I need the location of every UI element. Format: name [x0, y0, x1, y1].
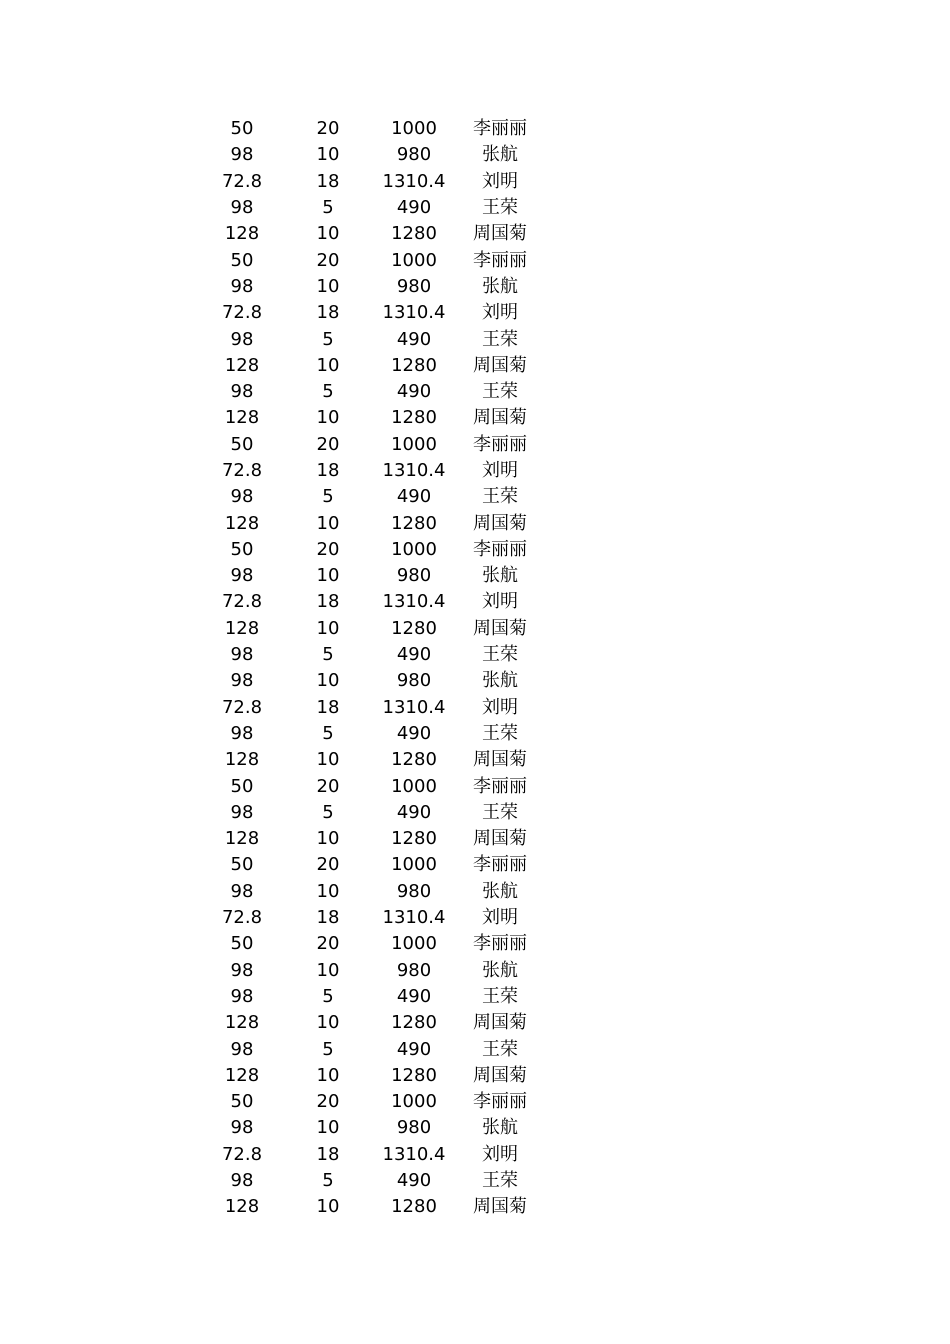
price-cell: 98 [230, 275, 254, 297]
table-row [199, 1168, 543, 1194]
amount-cell: 1280 [391, 749, 437, 771]
name-cell: 李丽丽 [473, 1091, 527, 1113]
table-row [199, 984, 543, 1010]
price-cell: 98 [230, 985, 254, 1007]
price-cell: 98 [230, 670, 254, 692]
quantity-cell: 10 [316, 670, 340, 692]
amount-cell: 490 [396, 644, 432, 666]
name-cell: 张航 [482, 670, 518, 692]
name-cell: 周国菊 [473, 407, 527, 429]
quantity-cell: 5 [322, 1038, 334, 1060]
name-cell: 周国菊 [473, 828, 527, 850]
price-cell: 72.8 [221, 460, 263, 481]
name-cell: 王荣 [482, 328, 518, 350]
table-row [199, 353, 543, 379]
quantity-cell: 5 [322, 197, 334, 219]
amount-cell: 980 [396, 1117, 432, 1139]
price-cell: 50 [230, 933, 254, 955]
name-cell: 周国菊 [473, 1064, 527, 1086]
amount-cell: 1310.4 [382, 696, 446, 718]
quantity-cell: 10 [316, 354, 340, 376]
amount-cell: 1000 [391, 433, 437, 455]
table-row [199, 116, 543, 142]
table-row [199, 326, 543, 352]
price-cell: 98 [230, 486, 254, 508]
name-cell: 刘明 [482, 170, 518, 192]
table-row [199, 1010, 543, 1036]
quantity-cell: 18 [316, 170, 340, 192]
quantity-cell: 5 [322, 328, 334, 350]
price-cell: 50 [230, 538, 254, 560]
name-cell: 李丽丽 [473, 933, 527, 955]
amount-cell: 1280 [391, 1064, 437, 1086]
quantity-cell: 5 [322, 722, 334, 744]
quantity-cell: 20 [316, 775, 340, 797]
amount-cell: 490 [396, 722, 432, 744]
quantity-cell: 5 [322, 801, 334, 823]
data-table [199, 116, 543, 1220]
table-row [199, 879, 543, 905]
table-row [199, 826, 543, 852]
quantity-cell: 10 [316, 144, 340, 166]
price-cell: 72.8 [221, 591, 263, 613]
name-cell: 李丽丽 [473, 433, 527, 455]
price-cell: 72.8 [221, 302, 263, 324]
price-cell: 98 [230, 565, 254, 587]
amount-cell: 1000 [391, 854, 437, 876]
table-row [199, 142, 543, 168]
table-body [199, 116, 543, 1220]
table-row [199, 563, 543, 589]
name-cell: 李丽丽 [473, 538, 527, 560]
quantity-cell: 10 [316, 565, 340, 587]
amount-cell: 1000 [391, 775, 437, 797]
table-row [199, 747, 543, 773]
quantity-cell: 10 [316, 407, 340, 429]
name-cell: 王荣 [482, 644, 518, 666]
price-cell: 98 [230, 197, 254, 219]
quantity-cell: 20 [316, 249, 340, 271]
table-row [199, 1089, 543, 1115]
table-row [199, 1063, 543, 1089]
table-row [199, 931, 543, 957]
quantity-cell: 18 [316, 1143, 340, 1165]
price-cell: 72.8 [221, 907, 263, 929]
name-cell: 张航 [482, 959, 518, 981]
quantity-cell: 10 [316, 749, 340, 771]
amount-cell: 980 [396, 959, 432, 981]
name-cell: 张航 [482, 144, 518, 166]
price-cell: 50 [230, 118, 254, 140]
price-cell: 98 [230, 722, 254, 744]
price-cell: 128 [224, 1196, 260, 1218]
amount-cell: 1280 [391, 1196, 437, 1218]
quantity-cell: 10 [316, 512, 340, 534]
quantity-cell: 10 [316, 959, 340, 981]
quantity-cell: 10 [316, 275, 340, 297]
name-cell: 李丽丽 [473, 775, 527, 797]
amount-cell: 1280 [391, 354, 437, 376]
name-cell: 王荣 [482, 197, 518, 219]
table-row [199, 195, 543, 221]
amount-cell: 490 [396, 801, 432, 823]
price-cell: 128 [224, 1064, 260, 1086]
table-row [199, 1142, 543, 1168]
table-row [199, 379, 543, 405]
amount-cell: 1310.4 [382, 1143, 446, 1165]
amount-cell: 490 [396, 486, 432, 508]
quantity-cell: 20 [316, 933, 340, 955]
price-cell: 98 [230, 801, 254, 823]
table-row [199, 247, 543, 273]
amount-cell: 980 [396, 144, 432, 166]
name-cell: 王荣 [482, 801, 518, 823]
name-cell: 张航 [482, 565, 518, 587]
table-row [199, 169, 543, 195]
price-cell: 128 [224, 223, 260, 245]
amount-cell: 980 [396, 565, 432, 587]
price-cell: 72.8 [221, 170, 263, 192]
amount-cell: 490 [396, 197, 432, 219]
price-cell: 98 [230, 880, 254, 902]
quantity-cell: 5 [322, 1170, 334, 1192]
name-cell: 周国菊 [473, 354, 527, 376]
amount-cell: 980 [396, 275, 432, 297]
price-cell: 128 [224, 828, 260, 850]
table-row [199, 300, 543, 326]
table-row [199, 773, 543, 799]
quantity-cell: 10 [316, 880, 340, 902]
amount-cell: 1280 [391, 617, 437, 639]
amount-cell: 1310.4 [382, 170, 446, 192]
quantity-cell: 10 [316, 1012, 340, 1034]
name-cell: 王荣 [482, 1170, 518, 1192]
table-row [199, 510, 543, 536]
table-row [199, 1115, 543, 1141]
table-row [199, 274, 543, 300]
price-cell: 98 [230, 1170, 254, 1192]
amount-cell: 1280 [391, 1012, 437, 1034]
name-cell: 刘明 [482, 302, 518, 324]
table-row [199, 668, 543, 694]
name-cell: 王荣 [482, 1038, 518, 1060]
quantity-cell: 5 [322, 985, 334, 1007]
price-cell: 128 [224, 354, 260, 376]
amount-cell: 1280 [391, 512, 437, 534]
quantity-cell: 5 [322, 486, 334, 508]
quantity-cell: 20 [316, 433, 340, 455]
table-row [199, 405, 543, 431]
name-cell: 周国菊 [473, 223, 527, 245]
name-cell: 周国菊 [473, 1196, 527, 1218]
price-cell: 98 [230, 959, 254, 981]
table-row [199, 800, 543, 826]
price-cell: 128 [224, 1012, 260, 1034]
price-cell: 72.8 [221, 1143, 263, 1165]
quantity-cell: 10 [316, 1117, 340, 1139]
amount-cell: 980 [396, 670, 432, 692]
table-row [199, 1194, 543, 1220]
name-cell: 李丽丽 [473, 118, 527, 140]
table-row [199, 852, 543, 878]
price-cell: 98 [230, 1038, 254, 1060]
name-cell: 王荣 [482, 722, 518, 744]
amount-cell: 1310.4 [382, 460, 446, 481]
quantity-cell: 10 [316, 828, 340, 850]
price-cell: 50 [230, 775, 254, 797]
quantity-cell: 18 [316, 302, 340, 324]
quantity-cell: 18 [316, 591, 340, 613]
price-cell: 50 [230, 433, 254, 455]
name-cell: 周国菊 [473, 512, 527, 534]
amount-cell: 490 [396, 1170, 432, 1192]
table-row [199, 721, 543, 747]
name-cell: 周国菊 [473, 1012, 527, 1034]
table-row [199, 432, 543, 458]
quantity-cell: 20 [316, 118, 340, 140]
price-cell: 128 [224, 407, 260, 429]
amount-cell: 1310.4 [382, 591, 446, 613]
quantity-cell: 10 [316, 617, 340, 639]
name-cell: 张航 [482, 1117, 518, 1139]
quantity-cell: 18 [316, 460, 340, 481]
name-cell: 李丽丽 [473, 854, 527, 876]
amount-cell: 980 [396, 880, 432, 902]
price-cell: 98 [230, 144, 254, 166]
table-row [199, 642, 543, 668]
price-cell: 98 [230, 644, 254, 666]
amount-cell: 1280 [391, 223, 437, 245]
amount-cell: 1000 [391, 1091, 437, 1113]
price-cell: 128 [224, 617, 260, 639]
amount-cell: 1280 [391, 407, 437, 429]
price-cell: 50 [230, 1091, 254, 1113]
table-row [199, 537, 543, 563]
name-cell: 张航 [482, 880, 518, 902]
amount-cell: 1000 [391, 538, 437, 560]
table-row [199, 1036, 543, 1062]
price-cell: 98 [230, 1117, 254, 1139]
name-cell: 刘明 [482, 907, 518, 929]
quantity-cell: 18 [316, 907, 340, 929]
name-cell: 刘明 [482, 1143, 518, 1165]
quantity-cell: 5 [322, 381, 334, 403]
quantity-cell: 10 [316, 1196, 340, 1218]
amount-cell: 1000 [391, 933, 437, 955]
amount-cell: 1310.4 [382, 302, 446, 324]
price-cell: 128 [224, 749, 260, 771]
price-cell: 50 [230, 249, 254, 271]
price-cell: 98 [230, 328, 254, 350]
price-cell: 98 [230, 381, 254, 403]
name-cell: 刘明 [482, 460, 518, 481]
price-cell: 72.8 [221, 696, 263, 718]
name-cell: 李丽丽 [473, 249, 527, 271]
name-cell: 刘明 [482, 591, 518, 613]
name-cell: 王荣 [482, 486, 518, 508]
quantity-cell: 10 [316, 223, 340, 245]
quantity-cell: 20 [316, 1091, 340, 1113]
name-cell: 王荣 [482, 381, 518, 403]
quantity-cell: 20 [316, 854, 340, 876]
quantity-cell: 20 [316, 538, 340, 560]
name-cell: 周国菊 [473, 749, 527, 771]
amount-cell: 490 [396, 328, 432, 350]
amount-cell: 490 [396, 1038, 432, 1060]
name-cell: 张航 [482, 275, 518, 297]
table-row [199, 616, 543, 642]
table-row [199, 958, 543, 984]
table-row [199, 905, 543, 931]
amount-cell: 490 [396, 985, 432, 1007]
table-row [199, 484, 543, 510]
table-row [199, 458, 543, 484]
amount-cell: 1280 [391, 828, 437, 850]
table-row [199, 695, 543, 721]
amount-cell: 490 [396, 381, 432, 403]
quantity-cell: 5 [322, 644, 334, 666]
price-cell: 50 [230, 854, 254, 876]
table-row [199, 221, 543, 247]
quantity-cell: 18 [316, 696, 340, 718]
quantity-cell: 10 [316, 1064, 340, 1086]
price-cell: 128 [224, 512, 260, 534]
amount-cell: 1310.4 [382, 907, 446, 929]
name-cell: 周国菊 [473, 617, 527, 639]
amount-cell: 1000 [391, 118, 437, 140]
name-cell: 刘明 [482, 696, 518, 718]
amount-cell: 1000 [391, 249, 437, 271]
name-cell: 王荣 [482, 985, 518, 1007]
table-row [199, 589, 543, 615]
